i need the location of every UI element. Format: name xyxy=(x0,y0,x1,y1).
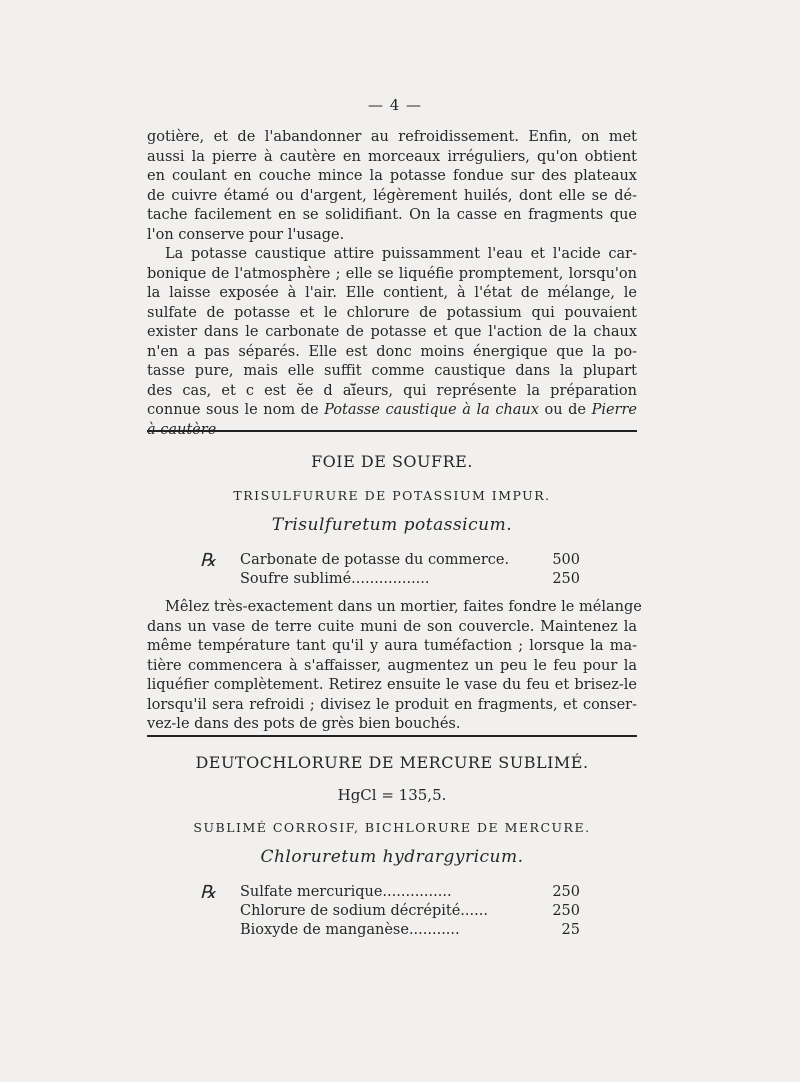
text-line: exister dans le carbonate de potasse et que l'action de la chaux xyxy=(147,324,637,340)
ingredient-name: Sulfate mercurique............... xyxy=(240,884,452,900)
section-heading: DEUTOCHLORURE DE MERCURE SUBLIMÉ. xyxy=(195,753,589,772)
paragraph-potasse xyxy=(147,245,637,440)
text-line: gotière, et de l'abandonner au refroidissement. Enfin, on met xyxy=(147,129,637,145)
ingredient-qty: 250 xyxy=(552,884,580,900)
latin-name: Chloruretum hydrargyricum. xyxy=(260,847,524,867)
text-run: connue sous le nom de xyxy=(147,402,325,418)
text-line: en coulant en couche mince la potasse fondue sur des plateaux xyxy=(147,168,637,184)
text-line: la laisse exposée à l'air. Elle contient, à l'état de mélange, le xyxy=(147,285,637,301)
ingredient-name: Soufre sublimé................. xyxy=(240,571,430,587)
section-divider xyxy=(147,735,637,737)
section-subheading: SUBLIMÉ CORROSIF, BICHLORURE DE MERCURE. xyxy=(193,820,591,835)
paragraph-intro xyxy=(147,128,637,245)
recipe-row xyxy=(200,571,580,590)
text-line: des cas, et c est ĕe d aĭ̆eurs, qui représente la préparation xyxy=(147,382,637,399)
recipe-list xyxy=(200,552,580,590)
text-line: n'en a pas séparés. Elle est donc moins énergique que la po- xyxy=(147,343,637,360)
text-line: vez-le dans des pots de grès bien bouchés. xyxy=(147,716,461,732)
ingredient-qty: 500 xyxy=(552,552,580,568)
text-line: Mêlez très-exactement dans un mortier, faites fondre le mélange xyxy=(165,599,642,615)
text-line xyxy=(147,401,637,421)
recipe-row xyxy=(200,922,580,941)
ingredient-qty: 250 xyxy=(552,571,580,587)
latin-name: Trisulfuretum potassicum. xyxy=(271,515,513,535)
text-line: l'on conserve pour l'usage. xyxy=(147,226,345,243)
section-heading: FOIE DE SOUFRE. xyxy=(311,452,473,471)
text-run: ou de xyxy=(538,402,592,418)
text-line: aussi la pierre à cautère en morceaux irréguliers, qu'on obtient xyxy=(147,148,637,165)
text-line: La potasse caustique attire puissamment l'eau et l'acide car- xyxy=(165,246,637,262)
text-line: tasse pure, mais elle suffit comme caustique dans la plupart xyxy=(147,363,637,379)
recipe-row xyxy=(200,884,580,903)
recipe-row xyxy=(200,552,580,571)
text-line: tière commencera à s'affaisser, augmentez un peu le feu pour la xyxy=(147,657,637,674)
recipe-symbol: ℞ xyxy=(200,882,217,903)
italic-term: à cautère xyxy=(147,421,217,438)
text-line: même température tant qu'il y aura tuméfaction ; lorsque la ma- xyxy=(147,638,637,654)
recipe-row xyxy=(200,903,580,922)
ingredient-qty: 250 xyxy=(552,903,580,919)
recipe-symbol: ℞ xyxy=(200,550,217,571)
chemical-formula: HgCl = 135,5. xyxy=(337,786,447,804)
page-number: — 4 — xyxy=(367,96,423,114)
ingredient-name: Chlorure de sodium décrépité...... xyxy=(240,903,488,919)
text-line: bonique de l'atmosphère ; elle se liquéfie promptement, lorsqu'on xyxy=(147,265,637,282)
section-subheading: TRISULFURURE DE POTASSIUM IMPUR. xyxy=(233,488,551,503)
text-line: dans un vase de terre cuite muni de son couvercle. Maintenez la xyxy=(147,618,637,635)
italic-term: Pierre xyxy=(591,402,637,418)
text-line: de cuivre étamé ou d'argent, légèrement huilés, dont elle se dé- xyxy=(147,187,637,204)
ingredient-name: Bioxyde de manganèse........... xyxy=(240,922,460,938)
text-line: sulfate de potasse et le chlorure de potassium qui pouvaient xyxy=(147,304,637,321)
text-line: liquéfier complètement. Retirez ensuite le vase du feu et brisez-le xyxy=(147,677,637,693)
text-line: lorsqu'il sera refroidi ; divisez le produit en fragments, et conser- xyxy=(147,696,637,713)
recipe-list xyxy=(200,884,580,941)
ingredient-qty: 25 xyxy=(561,922,580,938)
ingredient-name: Carbonate de potasse du commerce. xyxy=(240,552,510,568)
section-divider xyxy=(147,430,637,432)
italic-term: Potasse caustique à la chaux xyxy=(324,402,539,418)
text-line: tache facilement en se solidifiant. On la casse en fragments que xyxy=(147,207,637,223)
paragraph-method xyxy=(147,598,642,735)
